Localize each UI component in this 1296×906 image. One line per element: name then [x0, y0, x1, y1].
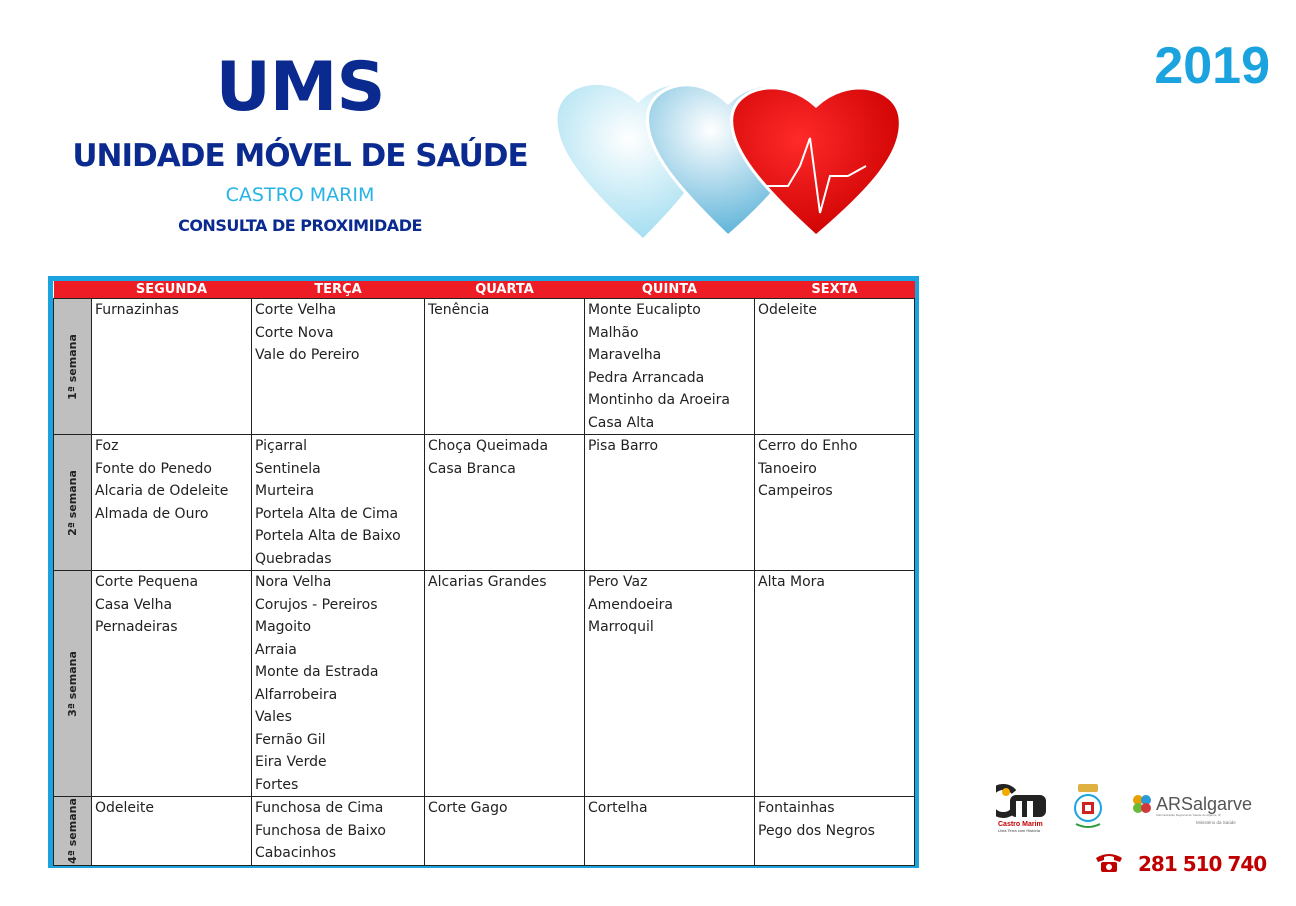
- schedule-cell: [425, 797, 585, 866]
- telephone-icon: [1094, 850, 1124, 874]
- days-header-row: [54, 281, 915, 299]
- place-name: Monte Eucalipto: [588, 302, 701, 318]
- day-header: SEGUNDA: [92, 281, 252, 299]
- place-name: Alcarias Grandes: [428, 574, 547, 590]
- location-label: CASTRO MARIM: [225, 184, 375, 206]
- schedule-cell: [252, 797, 425, 866]
- place-name: Casa Branca: [428, 460, 516, 477]
- place-name: Corte Velha: [255, 302, 337, 318]
- place-name: Fernão Gil: [255, 731, 326, 748]
- week-label-cell: [54, 571, 92, 797]
- place-name: Montinho da Aroeira: [588, 392, 731, 408]
- place-name: Pego dos Negros: [758, 822, 875, 839]
- place-name: Corte Nova: [255, 324, 334, 341]
- place-name: Fonte do Penedo: [95, 460, 212, 477]
- page-title: UMS: [215, 48, 385, 127]
- place-name: Malhão: [588, 324, 639, 341]
- schedule-cell: [755, 299, 915, 435]
- place-name: Furnazinhas: [95, 302, 179, 318]
- ars-logo-name: ARSalgarve: [1156, 794, 1253, 814]
- place-name: Vales: [255, 709, 292, 725]
- place-name: Pero Vaz: [588, 574, 648, 590]
- page-subtitle: UNIDADE MÓVEL DE SAÚDE: [72, 138, 528, 174]
- place-name: Tenência: [428, 302, 490, 318]
- schedule-cell: [425, 435, 585, 571]
- place-name: Fontainhas: [758, 800, 835, 816]
- ars-logo-tagline: Administração Regional de Saúde do Algarve, IP: [1156, 813, 1221, 817]
- cm-logo-icon: [996, 787, 1046, 833]
- place-name: Arraia: [255, 641, 297, 658]
- place-name: Pedra Arrancada: [588, 369, 705, 386]
- day-header: SEXTA: [755, 281, 915, 299]
- place-name: Almada de Ouro: [95, 505, 209, 522]
- year-label: 2019: [1154, 37, 1270, 95]
- week-row: [54, 797, 915, 866]
- place-name: Eira Verde: [255, 754, 327, 770]
- cm-logo-tagline: Uma Terra com História: [998, 828, 1040, 833]
- schedule-cell: [585, 299, 755, 435]
- schedule-cell: [585, 435, 755, 571]
- place-name: Casa Alta: [588, 414, 655, 431]
- week-row: [54, 299, 915, 435]
- place-name: Alfarrobeira: [255, 686, 338, 703]
- place-name: Piçarral: [255, 438, 308, 454]
- week-label-cell: [54, 797, 92, 866]
- place-name: Tanoeiro: [758, 460, 817, 477]
- place-name: Odeleite: [95, 800, 155, 816]
- hearts-logo-icon: [548, 78, 908, 243]
- place-name: Magoito: [255, 619, 312, 635]
- place-name: Funchosa de Cima: [255, 800, 384, 816]
- place-name: Foz: [95, 438, 119, 454]
- place-name: Sentinela: [255, 460, 321, 477]
- ars-ministry: Ministério da Saúde: [1196, 820, 1236, 825]
- schedule-cell: [755, 571, 915, 797]
- schedule-frame: [48, 276, 919, 868]
- schedule-cell: [755, 797, 915, 866]
- place-name: Amendoeira: [588, 596, 673, 613]
- place-name: Cortelha: [588, 800, 648, 816]
- schedule-table: [53, 281, 915, 866]
- place-name: Pisa Barro: [588, 438, 659, 454]
- schedule-cell: [92, 797, 252, 866]
- place-name: Funchosa de Baixo: [255, 822, 386, 839]
- place-name: Choça Queimada: [428, 438, 549, 454]
- week-label-cell: [54, 435, 92, 571]
- schedule-cell: [92, 435, 252, 571]
- schedule-cell: [92, 299, 252, 435]
- day-header: QUARTA: [425, 281, 585, 299]
- week-label: 2ª semana: [65, 469, 79, 536]
- municipal-crest-icon: [1075, 784, 1101, 827]
- place-name: Monte da Estrada: [255, 664, 379, 680]
- phone-number: 281 510 740: [1138, 852, 1267, 876]
- schedule-cell: [252, 435, 425, 571]
- place-name: Alta Mora: [758, 574, 825, 590]
- place-name: Maravelha: [588, 347, 662, 363]
- place-name: Campeiros: [758, 483, 833, 499]
- schedule-cell: [585, 571, 755, 797]
- schedule-cell: [92, 571, 252, 797]
- place-name: Portela Alta de Baixo: [255, 528, 401, 544]
- week-label: 3ª semana: [65, 650, 79, 717]
- schedule-cell: [425, 299, 585, 435]
- place-name: Quebradas: [255, 550, 332, 567]
- week-label-cell: [54, 299, 92, 435]
- schedule-cell: [252, 571, 425, 797]
- place-name: Portela Alta de Cima: [255, 505, 399, 522]
- place-name: Fortes: [255, 776, 299, 793]
- day-header: TERÇA: [252, 281, 425, 299]
- partner-logos: [996, 780, 1256, 836]
- place-name: Marroquil: [588, 619, 654, 635]
- place-name: Vale do Pereiro: [255, 347, 360, 363]
- place-name: Odeleite: [758, 302, 818, 318]
- place-name: Corte Gago: [428, 800, 508, 816]
- week-label: 1ª semana: [65, 333, 79, 400]
- place-name: Corujos - Pereiros: [255, 596, 378, 613]
- place-name: Cabacinhos: [255, 845, 337, 861]
- service-label: CONSULTA DE PROXIMIDADE: [178, 216, 422, 235]
- cm-logo-name: Castro Marim: [998, 821, 1043, 828]
- place-name: Cerro do Enho: [758, 438, 858, 454]
- week-row: [54, 435, 915, 571]
- day-header: QUINTA: [585, 281, 755, 299]
- schedule-cell: [425, 571, 585, 797]
- place-name: Murteira: [255, 483, 315, 499]
- place-name: Nora Velha: [255, 574, 332, 590]
- place-name: Pernadeiras: [95, 619, 178, 635]
- schedule-cell: [585, 797, 755, 866]
- place-name: Casa Velha: [95, 596, 173, 613]
- place-name: Alcaria de Odeleite: [95, 483, 229, 499]
- header-corner: [54, 281, 92, 299]
- week-row: [54, 571, 915, 797]
- week-label: 4ª semana: [65, 797, 79, 864]
- schedule-cell: [755, 435, 915, 571]
- schedule-cell: [252, 299, 425, 435]
- ars-logo-icon: [1133, 794, 1252, 825]
- place-name: Corte Pequena: [95, 574, 199, 590]
